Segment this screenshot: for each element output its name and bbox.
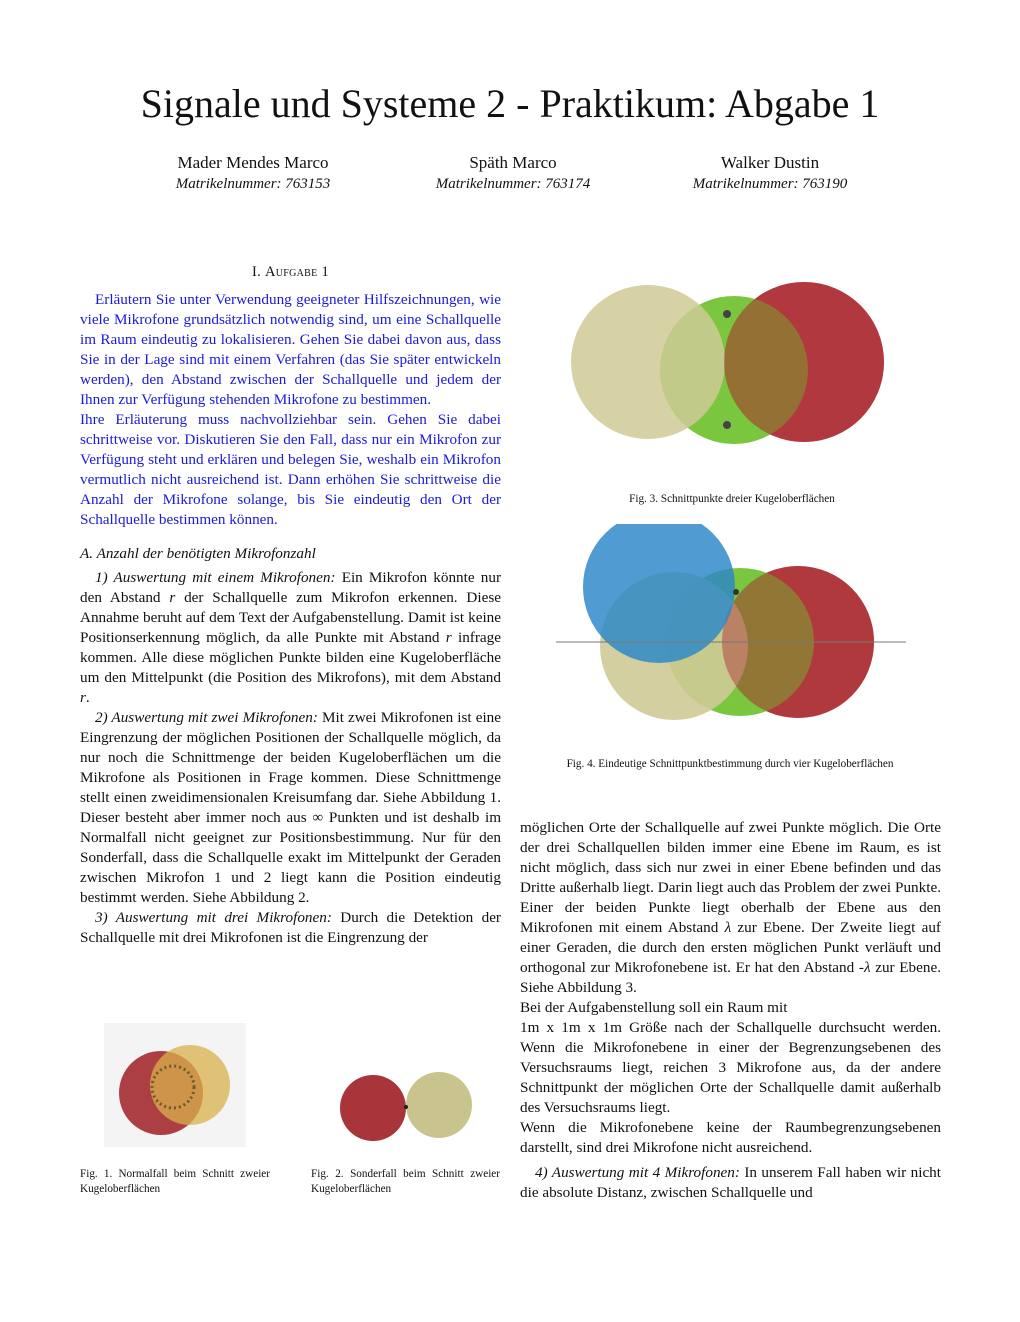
math-lambda: λ (863, 959, 871, 976)
para-text: Durch die Detektion der Schallquelle mit drei Mikrofonen ist die Eingrenzung der (80, 909, 501, 946)
left-column (80, 262, 501, 948)
infinity-symbol: ∞ (312, 809, 324, 826)
olive-sphere (406, 1072, 472, 1138)
red-sphere (340, 1075, 406, 1141)
figure-1-caption: Fig. 1. Normalfall beim Schnitt zweier Kugeloberflächen (80, 1168, 270, 1195)
intersection-point-bottom (723, 421, 731, 429)
paper-title: Signale und Systeme 2 - Praktikum: Abgabe 1 (140, 81, 880, 126)
para-text: zur Ebene. Siehe Abbildung 3. (520, 959, 941, 996)
author-id: Matrikelnummer: 763190 (692, 176, 848, 192)
section-heading (80, 262, 501, 282)
section-number: I. (251, 264, 262, 280)
para-head: 2) Auswertung mit zwei Mikrofonen: (95, 709, 318, 726)
figure-1-image (104, 1023, 246, 1147)
paragraph-two-mics (80, 708, 501, 908)
author-name: Späth Marco (469, 153, 557, 172)
figure-2-caption: Fig. 2. Sonderfall beim Schnitt zweier Kugeloberflächen (311, 1168, 500, 1195)
paragraph-four-mics (520, 1163, 941, 1203)
author-id: Matrikelnummer: 763153 (175, 176, 331, 192)
figure-4-image (556, 524, 906, 724)
para-text: der Schallquelle zum Mikrofon erkennen. Diese Annahme beruht auf dem Text der Aufgabenstellung. Damit ist keine Positionserkennung möglich, da alle Punkte mit Abstand (80, 589, 501, 646)
para-head: 3) Auswertung mit drei Mikrofonen: (95, 909, 332, 926)
paragraph-three-mics-cont (520, 818, 941, 998)
paragraph-three-mics (80, 908, 501, 948)
task-text-1: Erläutern Sie unter Verwendung geeigneter Hilfszeichnungen, wie viele Mikrofone grundsätzlich notwendig sind, um eine Schallquelle im Raum eindeutig zu lokalisieren. Gehen Sie dabei davon aus, dass Sie in der Lage sind mit einem Verfahren (das Sie später entwickeln werden), den Abstand zwischen der Schallquelle und jedem der Ihnen zur Verfügung stehenden Mikrofone zu bestimmen. (80, 291, 501, 408)
para-text: In unserem Fall haben wir nicht die absolute Distanz, zwischen Schallquelle und (520, 1164, 941, 1201)
gold-sphere (150, 1045, 230, 1125)
author-2 (383, 152, 643, 194)
math-var: r (80, 689, 86, 706)
para-head: 1) Auswertung mit einem Mikrofonen: (95, 569, 336, 586)
para-text: Punkten und ist deshalb im Normalfall nicht geeignet zur Positionsbestimmung. Nur für den Sonderfall, dass die Schallquelle exakt im Mittelpunkt der Geraden zwischen Mikrofon 1 und 2 liegt kann die Position eindeutig bestimmt werden. Siehe Abbildung 2. (80, 809, 502, 906)
subsection-heading: A. Anzahl der benötigten Mikrofonzahl (80, 545, 316, 562)
math-var: r (445, 629, 452, 646)
room-text-line: Bei der Aufgabenstellung soll ein Raum mit (520, 999, 788, 1016)
paragraph-one-mic (80, 568, 501, 708)
math-var: r (169, 589, 176, 606)
author-id: Matrikelnummer: 763174 (435, 176, 591, 192)
room-conclusion: Wenn die Mikrofonebene keine der Raumbegrenzungsebenen darstellt, sind drei Mikrofone nicht ausreichend. (520, 1119, 941, 1156)
para-text: infrage kommen. Alle diese möglichen Punkte bilden eine Kugeloberfläche um den Mittelpunkt (die Position des Mikrofons), mit dem Abstand (80, 629, 501, 686)
para-text: zur Ebene. Der Zweite liegt auf einer Geraden, die durch den ersten möglichen Punkt verläuft und orthogonal zur Mikrofonebene ist. Er hat den Abstand - (520, 919, 941, 976)
task-text-2: Ihre Erläuterung muss nachvollziehbar sein. Gehen Sie dabei schrittweise vor. Diskutieren Sie den Fall, dass nur ein Mikrofon zur Verfügung steht und erklären und belegen Sie, weshalb ein Mikrofon vermutlich nicht ausreichend ist. Dann erhöhen Sie schrittweise die Anzahl der Mikrofone solange, bis Sie eindeutig den Ort der Schallquelle bestimmen können. (80, 411, 501, 528)
red-sphere-overlay (724, 282, 884, 442)
para-text: Ein Mikrofon könnte nur den Abstand (80, 569, 502, 606)
author-name: Mader Mendes Marco (177, 153, 329, 172)
para-text: . (85, 689, 90, 706)
para-text: Mit zwei Mikrofonen ist eine Eingrenzung der möglichen Positionen der Schallquelle möglich, da nur noch die Schnittmenge der beiden Kugeloberflächen um die Mikrofone als Positionen in Frage kommen. Diese Schnittmenge stellt einen zweidimensionalen Kreisumfang dar. Siehe Abbildung 1. Dieser besteht aber immer noch aus (80, 709, 501, 826)
para-text: möglichen Orte der Schallquelle auf zwei Punkte möglich. Die Orte der drei Schallquellen bilden immer eine Ebene im Raum, es ist nicht möglich, dass sich nur zwei in einer Ebene befinden und das Dritte außerhalb liegt. Darin liegt auch das Problem der zwei Punkte. Einer der beiden Punkte liegt oberhalb der Ebene aus den Mikrofonen mit einem Abstand (520, 819, 941, 936)
author-3 (640, 152, 900, 194)
unique-intersection-point (733, 589, 739, 595)
figure-3-caption: Fig. 3. Schnittpunkte dreier Kugeloberflächen (629, 493, 835, 505)
room-text: 1m x 1m x 1m Größe nach der Schallquelle durchsucht werden. Wenn die Mikrofonebene in einer der Begrenzungsebenen des Versuchsraums liegt, reichen 3 Mikrofone aus, da der andere Schnittpunkt der möglichen Orte der Schallquelle damit außerhalb des Versuchsraums liegt. (520, 1019, 941, 1116)
figure-3-image (562, 272, 902, 468)
section-title: Aufgabe 1 (264, 264, 330, 280)
right-column (520, 818, 941, 1203)
para-head: 4) Auswertung mit 4 Mikrofonen: (535, 1164, 740, 1181)
author-name: Walker Dustin (720, 153, 820, 172)
author-1 (123, 152, 383, 194)
tangent-point (404, 1105, 408, 1109)
intersection-point-top (723, 310, 731, 318)
math-lambda: λ (724, 919, 732, 936)
figure-2-image (336, 1064, 476, 1150)
olive-sphere (571, 285, 725, 439)
figure-4-caption: Fig. 4. Eindeutige Schnittpunktbestimmung durch vier Kugeloberflächen (566, 758, 894, 770)
